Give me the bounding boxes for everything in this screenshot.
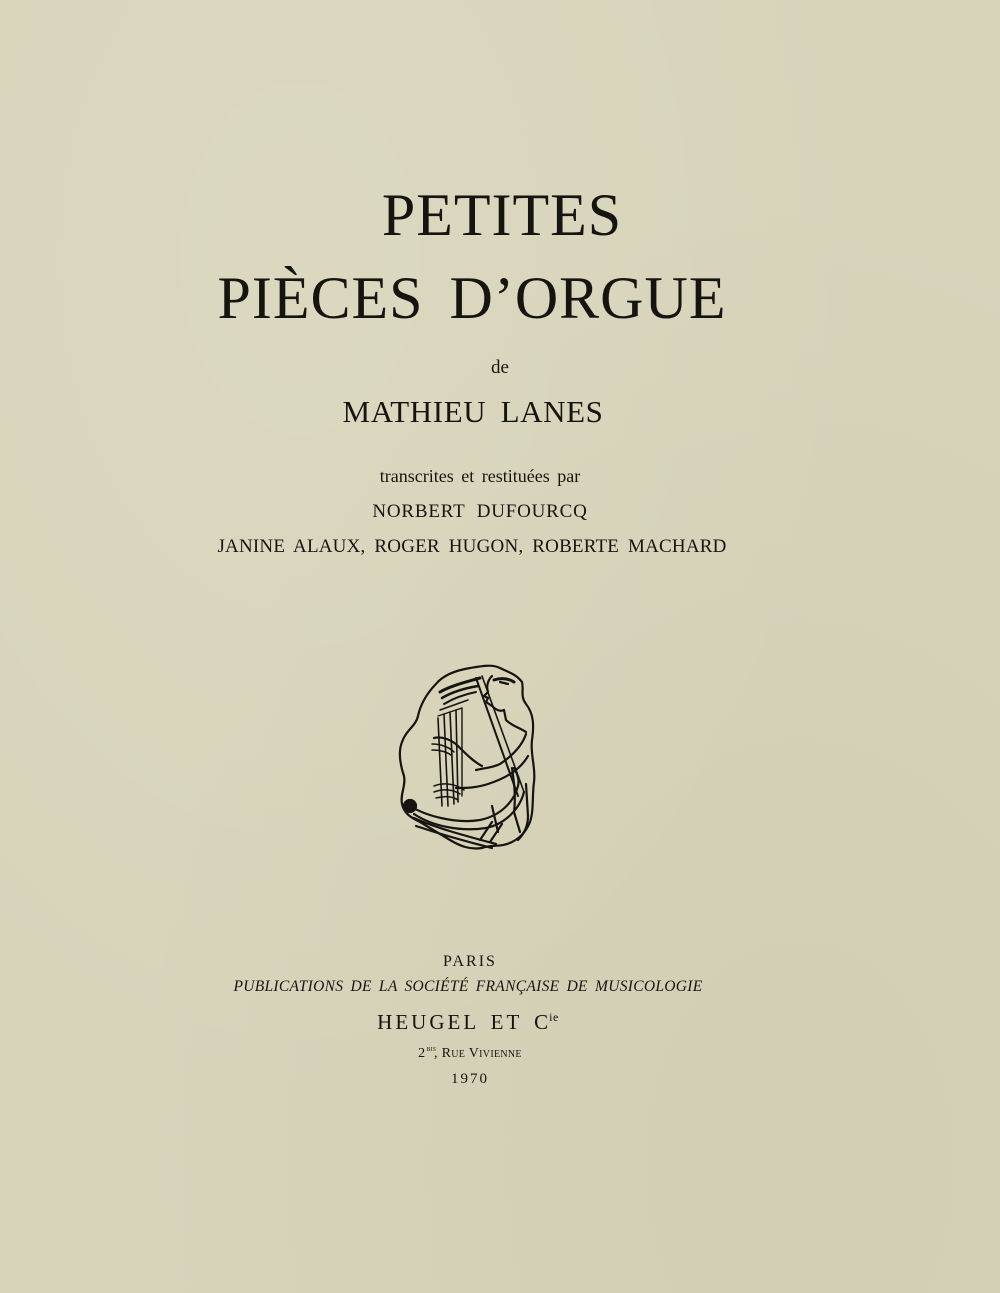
composer-name: MATHIEU LANES [342,394,604,429]
co-editors: JANINE ALAUX, ROGER HUGON, ROBERTE MACHARD [217,536,727,557]
address-suffix: bis [426,1043,437,1053]
imprint-city: PARIS [443,953,497,970]
imprint-year: 1970 [451,1071,489,1087]
harpist-emblem-icon [396,656,542,852]
address-number: 2 [418,1046,426,1061]
imprint-address [0,1038,970,1064]
publisher-suffix: ie [549,1010,559,1024]
title-line-2: PIÈCES D’ORGUE [217,265,727,331]
attribution-preposition: de [491,357,509,378]
imprint-series: PUBLICATIONS DE LA SOCIÉTÉ FRANÇAISE DE MUSICOLOGIE [233,978,703,995]
address-street: , Rue Vivienne [434,1046,522,1061]
imprint-publisher [0,1004,968,1035]
publisher-name: HEUGEL ET C [377,1010,552,1034]
main-editor: NORBERT DUFOURCQ [372,501,588,522]
editors-intro: transcrites et restituées par [379,466,581,486]
title-line-1: PETITES [381,182,623,248]
